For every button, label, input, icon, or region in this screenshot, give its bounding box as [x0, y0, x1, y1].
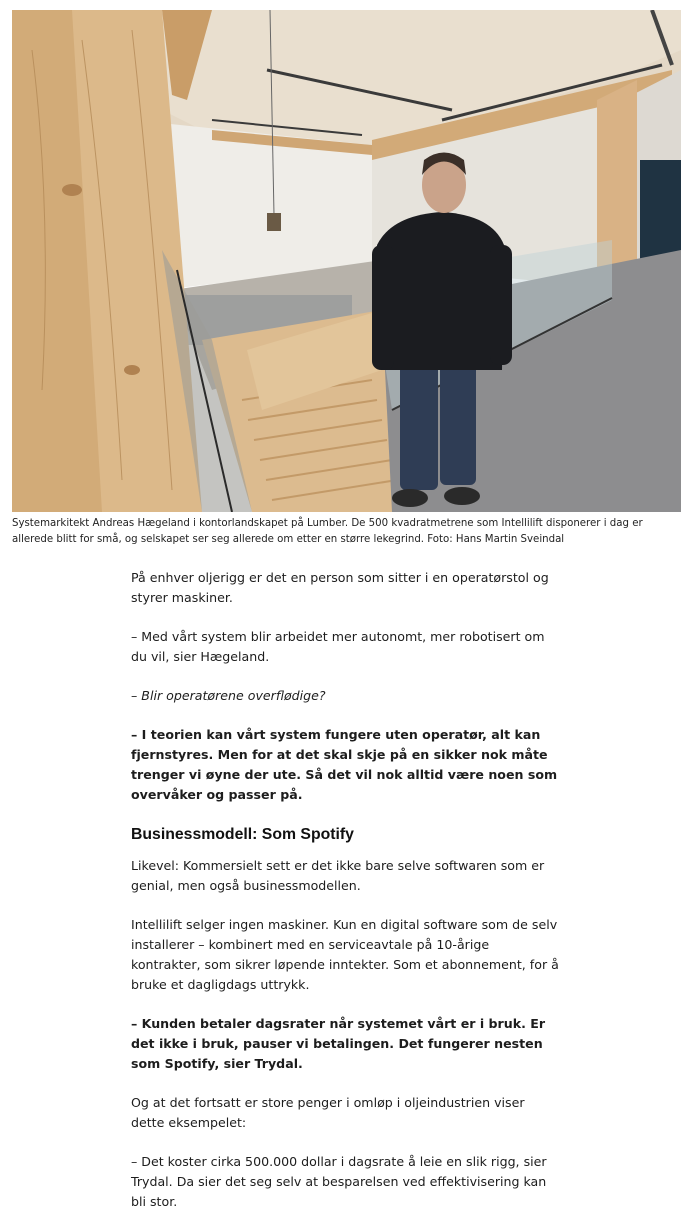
paragraph: – Det koster cirka 500.000 dollar i dagsrate å leie en slik rigg, sier Trydal. Da sier det seg selv at besparelsen ved effektivisering kan bli stor. — [131, 1154, 547, 1209]
interview-answer: – I teorien kan vårt system fungere uten operatør, alt kan fjernstyres. Men for at det skal skje på en sikker nok måte trenger vi øyne der ute. Så det vil nok alltid være noen som overvåker og passer på. — [131, 727, 558, 802]
office-photo-illustration — [12, 10, 681, 512]
article-body — [131, 568, 559, 1231]
interview-question: – Blir operatørene overflødige? — [131, 688, 326, 703]
section-heading: Businessmodell: Som Spotify — [131, 826, 354, 843]
paragraph: Intellilift selger ingen maskiner. Kun en digital software som de selv installerer – kombinert med en serviceavtale på 10-årige kontrakter, som sikrer løpende inntekter. Som et abonnement, for å bruke et dagligdags uttrykk. — [131, 917, 559, 992]
paragraph: Likevel: Kommersielt sett er det ikke bare selve softwaren som er genial, men også businessmodellen. — [131, 858, 545, 893]
photo-caption: Systemarkitekt Andreas Hægeland i kontorlandskapet på Lumber. De 500 kvadratmetrene som Intellilift disponerer i dag er allerede blitt for små, og selskapet ser seg allerede om etter en større lekegrind. Foto: Hans Martin Sveindal — [12, 518, 643, 545]
paragraph: På enhver oljerigg er det en person som sitter i en operatørstol og styrer maskiner. — [131, 570, 549, 605]
paragraph: Og at det fortsatt er store penger i omløp i oljeindustrien viser dette eksempelet: — [131, 1095, 525, 1130]
article-photo — [12, 10, 681, 512]
quote-paragraph: – Kunden betaler dagsrater når systemet vårt er i bruk. Er det ikke i bruk, pauser vi betalingen. Det fungerer nesten som Spotify, sier Trydal. — [131, 1016, 546, 1071]
paragraph: – Med vårt system blir arbeidet mer autonomt, mer robotisert om du vil, sier Hægeland. — [131, 629, 545, 664]
